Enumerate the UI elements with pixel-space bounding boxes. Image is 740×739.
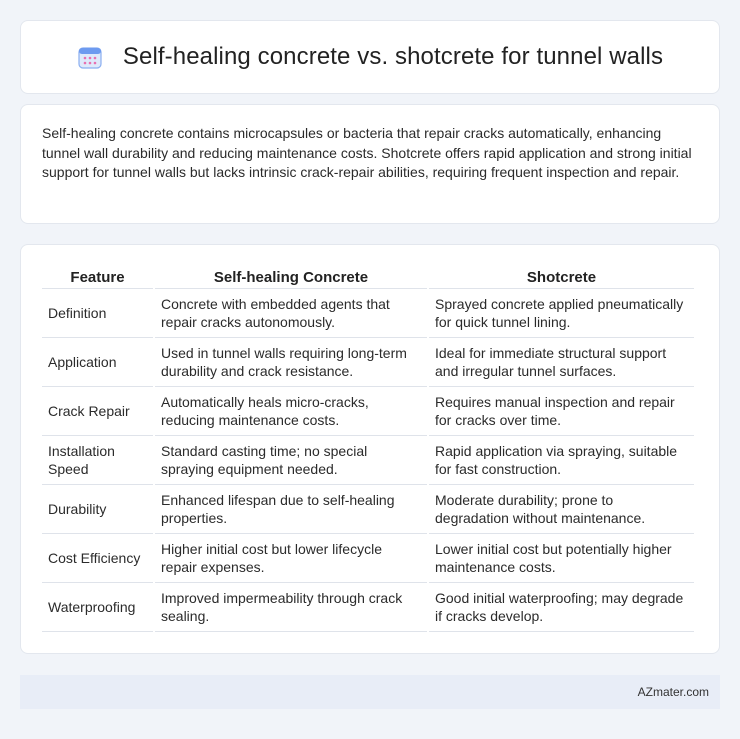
header-shotcrete: Shotcrete [429, 261, 694, 289]
row-shotcrete: Requires manual inspection and repair for cracks over time. [429, 387, 694, 436]
table-row [42, 289, 694, 338]
table-row [42, 338, 694, 387]
row-feature: Application [42, 338, 153, 387]
row-shotcrete: Sprayed concrete applied pneumatically for quick tunnel lining. [429, 289, 694, 338]
row-self-healing: Standard casting time; no special spraying equipment needed. [155, 436, 427, 485]
title-wrap [77, 43, 663, 71]
title-card [20, 20, 720, 94]
row-feature: Installation Speed [42, 436, 153, 485]
table-row [42, 534, 694, 583]
row-shotcrete: Moderate durability; prone to degradation without maintenance. [429, 485, 694, 534]
row-shotcrete: Good initial waterproofing; may degrade if cracks develop. [429, 583, 694, 632]
comparison-table-card [20, 244, 720, 654]
row-shotcrete: Rapid application via spraying, suitable for fast construction. [429, 436, 694, 485]
header-self-healing: Self-healing Concrete [155, 261, 427, 289]
header-feature: Feature [42, 261, 153, 289]
row-shotcrete: Lower initial cost but potentially higher maintenance costs. [429, 534, 694, 583]
footer [20, 675, 720, 709]
row-feature: Crack Repair [42, 387, 153, 436]
table-row [42, 583, 694, 632]
calendar-icon [77, 44, 103, 70]
table-row [42, 485, 694, 534]
table-header-row [42, 261, 694, 289]
row-feature: Cost Efficiency [42, 534, 153, 583]
page-title: Self-healing concrete vs. shotcrete for tunnel walls [122, 43, 664, 70]
row-self-healing: Automatically heals micro-cracks, reducing maintenance costs. [155, 387, 427, 436]
row-self-healing: Higher initial cost but lower lifecycle repair expenses. [155, 534, 427, 583]
row-feature: Waterproofing [42, 583, 153, 632]
row-feature: Durability [42, 485, 153, 534]
row-self-healing: Used in tunnel walls requiring long-term durability and crack resistance. [155, 338, 427, 387]
row-self-healing: Improved impermeability through crack sealing. [155, 583, 427, 632]
row-feature: Definition [42, 289, 153, 338]
footer-site-link[interactable]: AZmater.com [637, 685, 709, 699]
row-shotcrete: Ideal for immediate structural support and irregular tunnel surfaces. [429, 338, 694, 387]
summary-text: Self-healing concrete contains microcapsules or bacteria that repair cracks automatically, enhancing tunnel wall durability and reducing maintenance costs. Shotcrete offers rapid application and strong initial support for tunnel walls but lacks intrinsic crack-repair abilities, requiring frequent inspection and repair. [42, 125, 692, 180]
table-row [42, 387, 694, 436]
row-self-healing: Concrete with embedded agents that repair cracks autonomously. [155, 289, 427, 338]
comparison-table [40, 261, 696, 632]
table-row [42, 436, 694, 485]
summary-card [20, 104, 720, 224]
row-self-healing: Enhanced lifespan due to self-healing properties. [155, 485, 427, 534]
